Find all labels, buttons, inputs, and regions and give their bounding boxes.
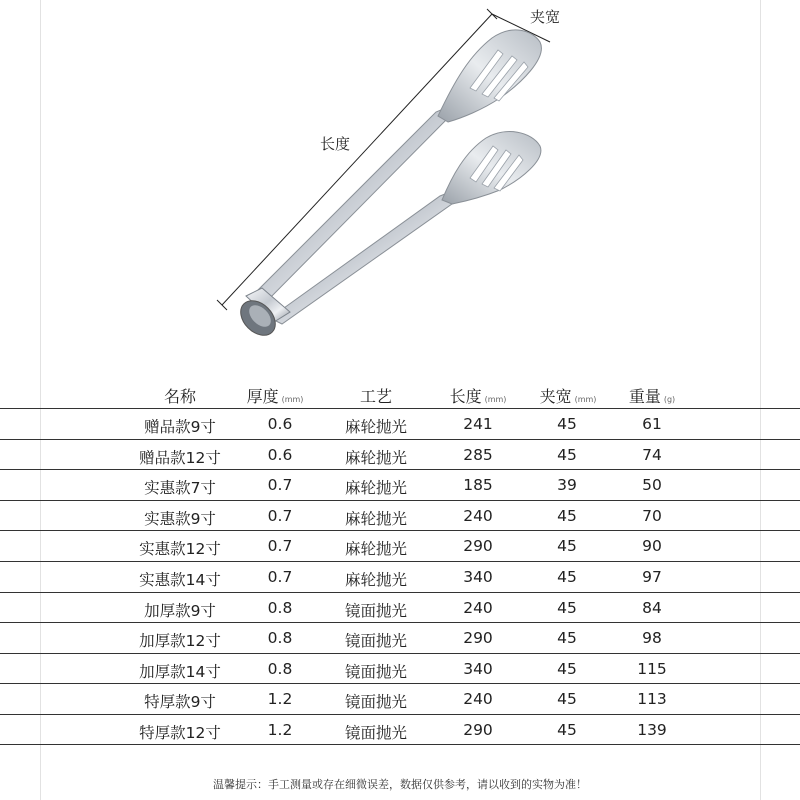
table-body: [0, 408, 800, 745]
cell-length: 240: [463, 598, 493, 617]
header-thickness-label: 厚度: [246, 387, 279, 406]
cell-width: 45: [557, 537, 577, 556]
header-length-unit: (mm): [484, 395, 507, 404]
table-row: [0, 469, 800, 500]
cell-weight: 84: [642, 598, 662, 617]
cell-process: 麻轮抛光: [344, 448, 408, 467]
header-thickness: [247, 384, 304, 407]
cell-width: 45: [557, 598, 577, 617]
table-row: [0, 592, 800, 623]
header-width-unit: (mm): [574, 395, 597, 404]
header-width-label: 夹宽: [539, 387, 572, 406]
table-row: [0, 683, 800, 714]
cell-length: 290: [463, 629, 493, 648]
cell-name: 特厚款12寸: [139, 723, 221, 742]
header-length-label: 长度: [449, 387, 482, 406]
header-name: [164, 384, 196, 407]
cell-name: 特厚款9寸: [144, 693, 216, 712]
cell-name: 加厚款9寸: [144, 601, 216, 620]
cell-process: 麻轮抛光: [344, 570, 408, 589]
cell-name: 实惠款12寸: [139, 540, 221, 559]
cell-weight: 97: [642, 567, 662, 586]
cell-thickness: 0.7: [267, 476, 293, 495]
footnote: 温馨提示：手工测量或存在细微误差，数据仅供参考，请以收到的实物为准！: [213, 778, 587, 791]
cell-name: 加厚款14寸: [139, 662, 221, 681]
cell-width: 45: [557, 445, 577, 464]
table-row: [0, 500, 800, 531]
cell-width: 39: [557, 476, 577, 495]
header-weight: [629, 384, 675, 407]
header-name-label: 名称: [163, 387, 197, 406]
cell-weight: 50: [642, 476, 662, 495]
cell-process: 麻轮抛光: [344, 540, 408, 559]
cell-weight: 115: [637, 659, 667, 678]
table-row: [0, 408, 800, 439]
header-weight-unit: (g): [663, 395, 676, 404]
cell-name: 加厚款12寸: [139, 632, 221, 651]
cell-width: 45: [557, 690, 577, 709]
cell-length: 285: [463, 445, 493, 464]
cell-length: 240: [463, 506, 493, 525]
table-row: [0, 714, 800, 745]
tongs-hinge: [234, 288, 290, 342]
cell-width: 45: [557, 567, 577, 586]
table-row: [0, 561, 800, 592]
cell-length: 185: [463, 476, 493, 495]
cell-thickness: 0.6: [267, 415, 293, 433]
header-width: [540, 384, 597, 407]
table-row: [0, 622, 800, 653]
tongs-illustration: [0, 0, 800, 370]
cell-weight: 61: [642, 415, 662, 433]
cell-width: 45: [557, 415, 577, 433]
cell-length: 240: [463, 690, 493, 709]
cell-process: 麻轮抛光: [344, 418, 408, 436]
cell-weight: 113: [637, 690, 667, 709]
cell-process: 镜面抛光: [344, 632, 408, 651]
cell-thickness: 0.8: [267, 629, 293, 648]
cell-thickness: 0.7: [267, 567, 293, 586]
header-thickness-unit: (mm): [281, 395, 304, 404]
header-process-label: 工艺: [359, 387, 393, 406]
header-weight-label: 重量: [628, 387, 661, 406]
spec-table: [0, 378, 800, 745]
cell-thickness: 0.8: [267, 598, 293, 617]
cell-width: 45: [557, 629, 577, 648]
table-row: [0, 653, 800, 684]
cell-weight: 139: [637, 720, 667, 739]
cell-thickness: 0.6: [267, 445, 293, 464]
cell-thickness: 1.2: [267, 690, 293, 709]
cell-length: 290: [463, 537, 493, 556]
cell-weight: 74: [642, 445, 662, 464]
cell-thickness: 0.7: [267, 537, 293, 556]
header-process: [360, 384, 392, 407]
cell-thickness: 1.2: [267, 720, 293, 739]
cell-name: 实惠款9寸: [144, 509, 216, 528]
cell-weight: 70: [642, 506, 662, 525]
table-header-row: [0, 378, 800, 408]
table-row: [0, 439, 800, 470]
cell-width: 45: [557, 506, 577, 525]
cell-name: 实惠款7寸: [144, 479, 216, 498]
cell-length: 290: [463, 720, 493, 739]
cell-length: 340: [463, 659, 493, 678]
cell-thickness: 0.8: [267, 659, 293, 678]
cell-length: 241: [463, 415, 493, 433]
cell-name: 赠品款12寸: [139, 448, 221, 467]
header-length: [450, 384, 507, 407]
cell-process: 镜面抛光: [344, 601, 408, 620]
cell-process: 镜面抛光: [344, 662, 408, 681]
cell-width: 45: [557, 659, 577, 678]
cell-weight: 90: [642, 537, 662, 556]
cell-name: 实惠款14寸: [139, 570, 221, 589]
cell-name: 赠品款9寸: [144, 418, 216, 436]
cell-process: 麻轮抛光: [344, 479, 408, 498]
width-label: 夹宽: [530, 8, 561, 26]
length-label: 长度: [320, 135, 351, 153]
cell-process: 麻轮抛光: [344, 509, 408, 528]
cell-process: 镜面抛光: [344, 723, 408, 742]
cell-weight: 98: [642, 629, 662, 648]
cell-process: 镜面抛光: [344, 693, 408, 712]
cell-length: 340: [463, 567, 493, 586]
cell-width: 45: [557, 720, 577, 739]
table-row: [0, 530, 800, 561]
cell-thickness: 0.7: [267, 506, 293, 525]
